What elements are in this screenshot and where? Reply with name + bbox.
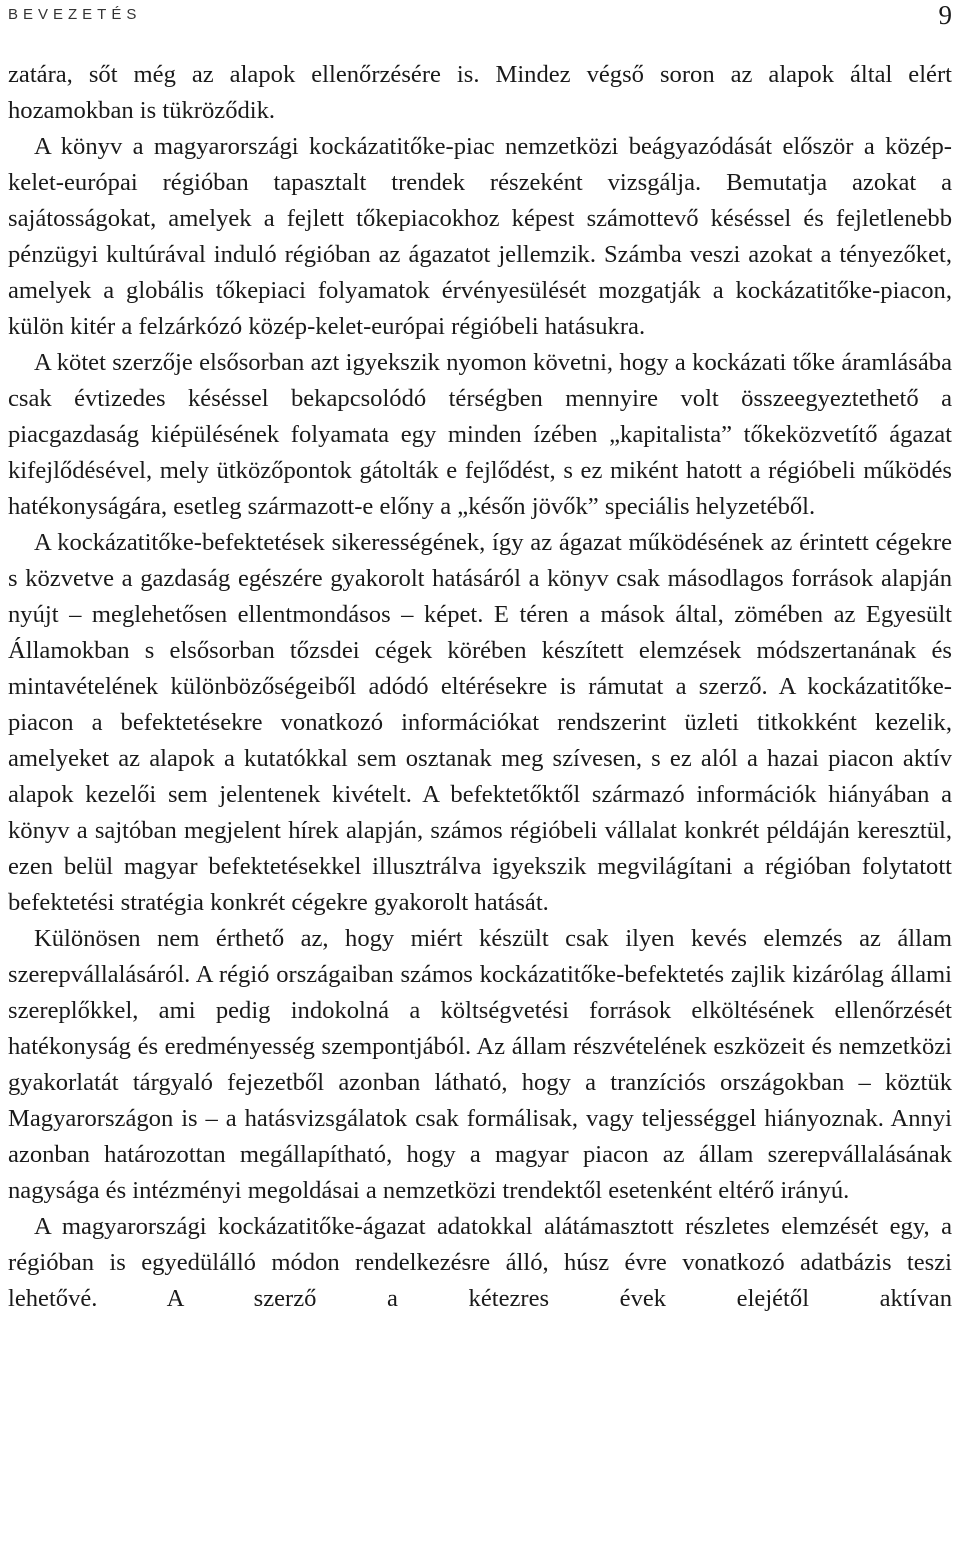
section-title: BEVEZETÉS	[8, 6, 142, 23]
paragraph: Különösen nem érthető az, hogy miért készült csak ilyen kevés elemzés az állam szerepvállalásáról. A régió országaiban számos kockázatitőke-befektetés zajlik kizárólag állami szereplőkkel, ami pedig indokolná a költségvetési források elköltésének ellenőrzését hatékonyság és eredményesség szempontjából. Az állam részvételének eszközeit és nemzetközi gyakorlatát tárgyaló fejezetből azonban látható, hogy a tranzíciós országokban – köztük Magyarországon is – a hatásvizsgálatok csak formálisak, vagy teljességgel hiányoznak. Annyi azonban határozottan megállapítható, hogy a magyar piacon az állam szerepvállalásának nagysága és intézményi megoldásai a nemzetközi trendektől esetenként eltérő irányú.	[8, 925, 952, 1204]
running-header	[8, 0, 952, 34]
page-number: 9	[938, 0, 952, 30]
paragraph: A kockázatitőke-befektetések sikerességének, így az ágazat működésének az érintett cégekre s közvetve a gazdaság egészére gyakorolt hatásáról a könyv csak másodlagos források alapján nyújt – meglehetősen ellentmondásos – képet. E téren a mások által, zömében az Egyesült Államokban s elsősorban tőzsdei cégek körében készített elemzések módszertanának és mintavételének különbözőségeiből adódó eltérésekre is rámutat a szerző. A kockázatitőkepiacon a befektetésekre vonatkozó információkat rendszerint üzleti titkokként kezelik, amelyeket az alapok a kutatókkal sem osztanak meg szívesen, s ez alól a hazai piacon aktív alapok kezelői sem jelentenek kivételt. A befektetőktől származó információk hiányában a könyv a sajtóban megjelent hírek alapján, számos régióbeli vállalat konkrét példáján keresztül, ezen belül magyar befektetésekkel illusztrálva igyekszik megvilágítani a régióban folytatott befektetési stratégia konkrét cégekre gyakorolt hatását.	[8, 529, 952, 916]
paragraph: zatára, sőt még az alapok ellenőrzésére is. Mindez végső soron az alapok által elért hozamokban is tükröződik.	[8, 61, 952, 124]
body-text	[8, 57, 952, 1317]
paragraph: A kötet szerzője elsősorban azt igyekszik nyomon követni, hogy a kockázati tőke áramlásába csak évtizedes késéssel bekapcsolódó térségben mennyire volt összeegyeztethető a piacgazdaság kiépülésének folyamata egy minden ízében „kapitalista” tőkeközvetítő ágazat kifejlődésével, mely ütközőpontok gátolták e fejlődést, s ez miként hatott a régióbeli működés hatékonyságára, esetleg származott-e előny a „későn jövők” speciális helyzetéből.	[8, 349, 952, 520]
paragraph: A könyv a magyarországi kockázatitőke-piac nemzetközi beágyazódását először a közép-kelet-európai régióban tapasztalt trendek részeként vizsgálja. Bemutatja azokat a sajátosságokat, amelyek a fejlett tőkepiacokhoz képest számottevő késéssel és fejletlenebb pénzügyi kultúrával induló régióban az ágazatot jellemzik. Számba veszi azokat a tényezőket, amelyek a globális tőkepiaci folyamatok érvényesülését mozgatják a kockázatitőke-piacon, külön kitér a felzárkózó közép-kelet-európai régióbeli hatásukra.	[8, 133, 952, 340]
paragraph: A magyarországi kockázatitőke-ágazat adatokkal alátámasztott részletes elemzését egy, a régióban is egyedülálló módon rendelkezésre álló, húsz évre vonatkozó adatbázis teszi lehetővé. A szerző a kétezres évek elejétől aktívan	[8, 1213, 952, 1312]
